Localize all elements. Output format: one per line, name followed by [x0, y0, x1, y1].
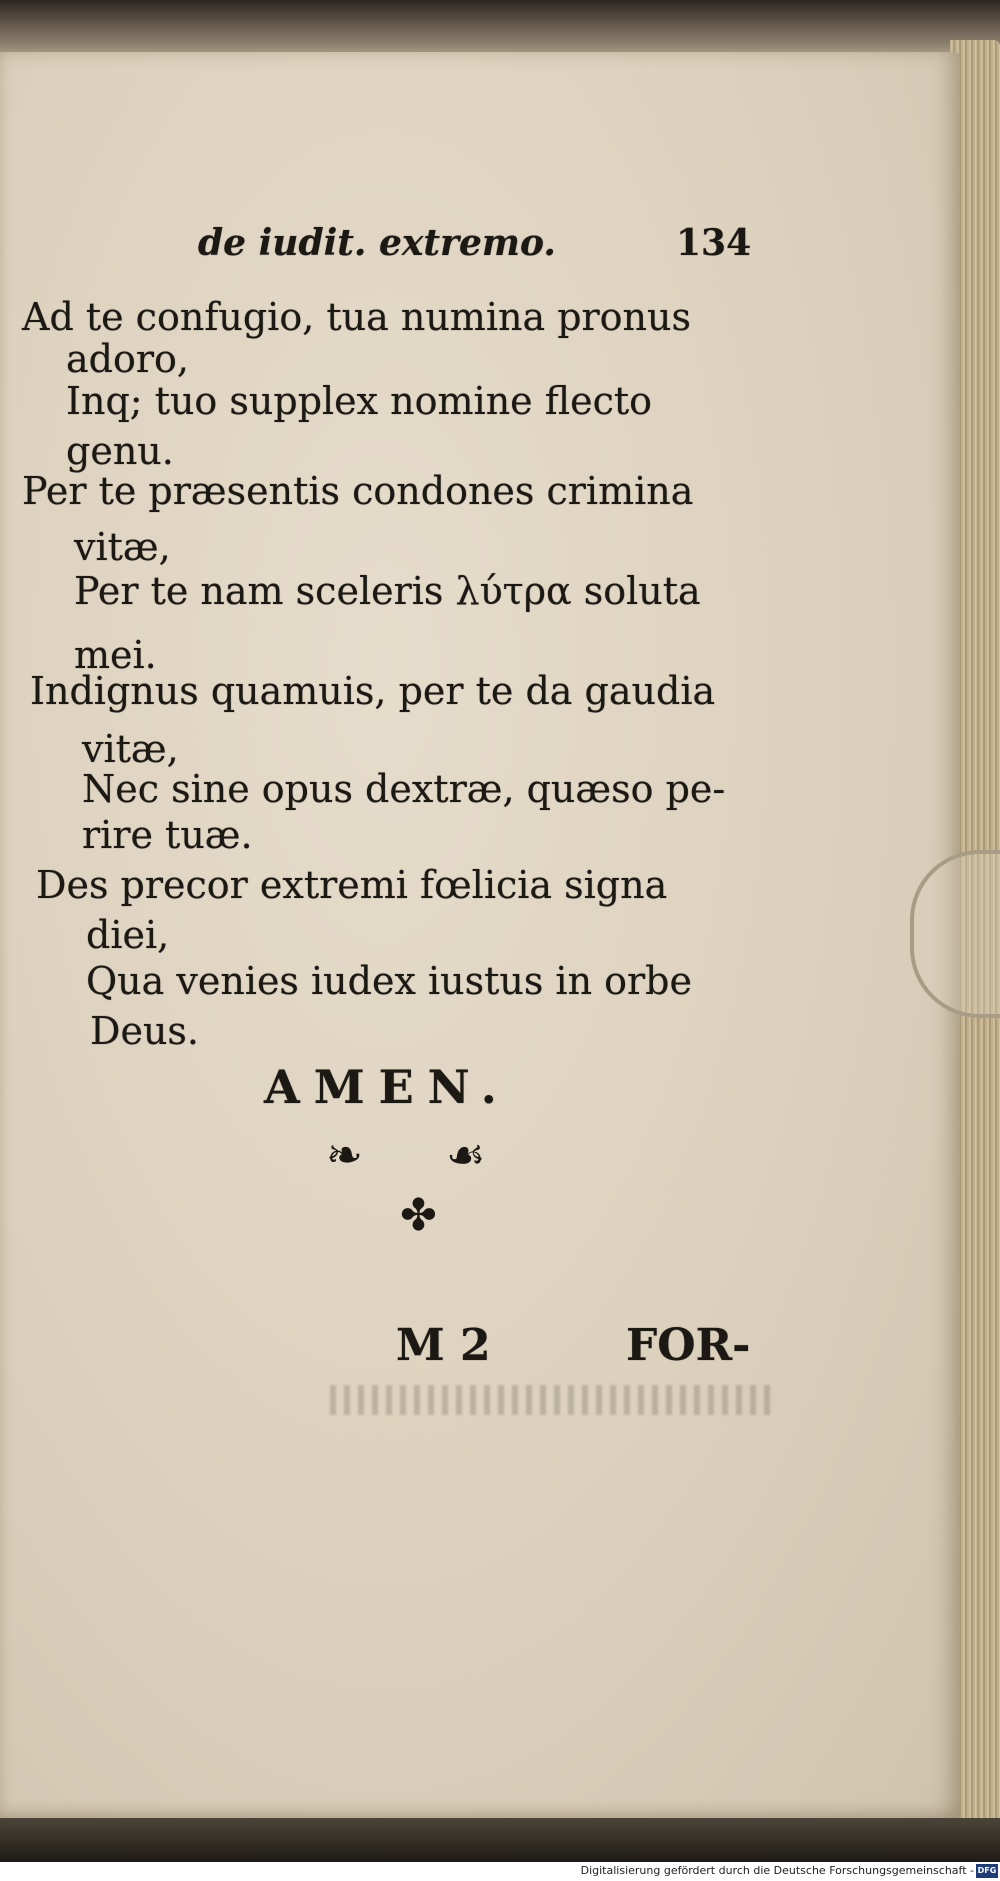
- verse-line: vitæ,: [82, 727, 179, 771]
- dfg-logo: DFG: [976, 1864, 998, 1878]
- verse-line: mei.: [74, 633, 157, 677]
- verse-line: Per te nam sceleris λύτρα soluta: [74, 569, 701, 613]
- fleuron-left-icon: ❧: [326, 1130, 363, 1181]
- footer-credit: Digitalisierung gefördert durch die Deutsche Forschungsgemeinschaft -: [580, 1864, 974, 1877]
- catchword: FOR-: [626, 1320, 751, 1371]
- fleuron-right-icon: ☙: [446, 1130, 486, 1181]
- verse-line: Inq; tuo supplex nomine flecto: [66, 379, 653, 423]
- verse-line: vitæ,: [74, 525, 171, 569]
- digitization-footer: [0, 1862, 1000, 1881]
- verse-line: Per te præsentis condones crimina: [22, 469, 694, 513]
- fleuron-bottom-icon: ✤: [400, 1190, 437, 1241]
- verse-line: genu.: [66, 429, 174, 473]
- show-through: [330, 1385, 770, 1415]
- verse-line: adoro,: [66, 337, 189, 381]
- verse-line: Ad te confugio, tua numina pronus: [22, 295, 692, 339]
- closing-amen: AMEN.: [264, 1060, 511, 1114]
- book-top-edge: [0, 0, 1000, 60]
- book-bottom-edge: [0, 1818, 1000, 1862]
- page-number: 134: [676, 222, 752, 264]
- verse-line: rire tuæ.: [82, 813, 253, 857]
- verse-line: Qua venies iudex iustus in orbe: [86, 959, 692, 1003]
- verse-line: Deus.: [90, 1009, 200, 1053]
- verse-line: Indignus quamuis, per te da gaudia: [30, 669, 716, 713]
- verse-line: diei,: [86, 913, 170, 957]
- verse-line: Nec sine opus dextræ, quæso pe-: [82, 767, 726, 811]
- signature-mark: M 2: [396, 1320, 491, 1371]
- running-header: de iudit. extremo.: [198, 222, 556, 264]
- verse-line: Des precor extremi fœlicia signa: [36, 863, 668, 907]
